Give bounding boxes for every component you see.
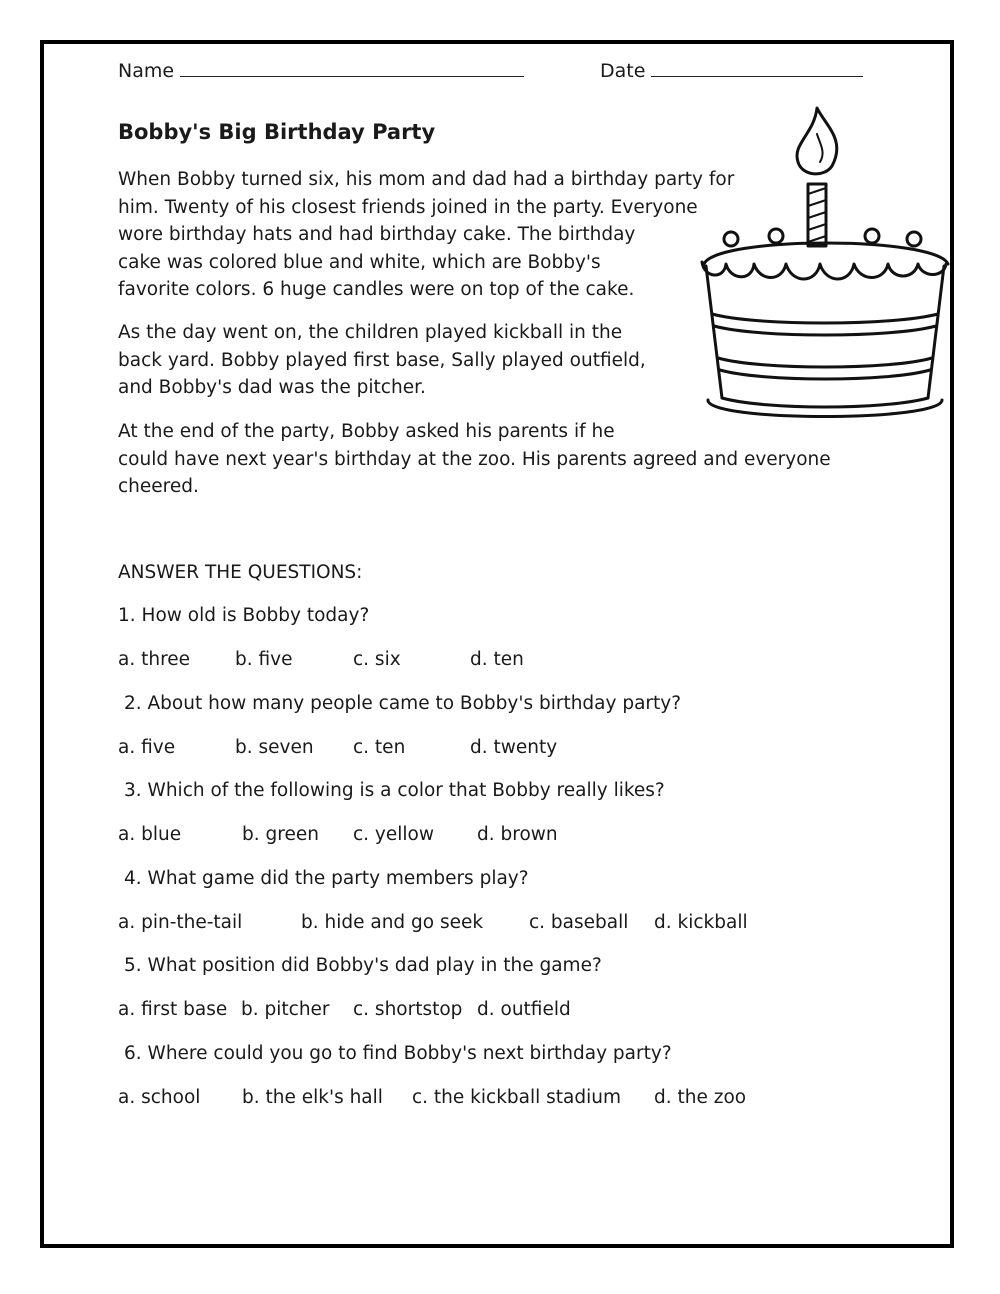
answer-option[interactable]: c. ten [353, 737, 406, 758]
answer-option[interactable]: a. first base [118, 999, 228, 1020]
question-4: 4. What game did the party members play? [124, 868, 529, 889]
answer-option[interactable]: a. blue [118, 824, 182, 845]
text-line: wore birthday hats and had birthday cake. The birthday [118, 224, 636, 245]
answer-option[interactable]: d. the zoo [654, 1087, 747, 1108]
answer-option[interactable]: c. baseball [529, 912, 629, 933]
answer-option[interactable]: c. shortstop [353, 999, 463, 1020]
question-3: 3. Which of the following is a color that Bobby really likes? [124, 780, 665, 801]
answer-option[interactable]: d. ten [470, 649, 524, 670]
questions-heading: ANSWER THE QUESTIONS: [118, 562, 363, 583]
story-paragraph-3 [118, 418, 831, 501]
text-line: At the end of the party, Bobby asked his parents if he [118, 421, 615, 442]
text-line: As the day went on, the children played kickball in the [118, 322, 623, 343]
answer-option[interactable]: b. the elk's hall [242, 1087, 383, 1108]
text-line: cheered. [118, 476, 199, 497]
text-line: him. Twenty of his closest friends joined in the party. Everyone [118, 196, 698, 218]
answer-option[interactable]: c. six [353, 649, 401, 670]
text-line: cake was colored blue and white, which are Bobby's [118, 251, 601, 273]
answer-option[interactable]: b. seven [235, 737, 314, 758]
answer-option[interactable]: d. brown [477, 824, 558, 845]
answer-option[interactable]: a. school [118, 1087, 201, 1108]
name-field[interactable] [118, 60, 524, 82]
story-title: Bobby's Big Birthday Party [118, 120, 436, 144]
question-5: 5. What position did Bobby's dad play in the game? [124, 955, 602, 976]
text-line: back yard. Bobby played first base, Sally played outfield, [118, 349, 646, 371]
question-2: 2. About how many people came to Bobby's birthday party? [124, 693, 682, 714]
date-field[interactable] [600, 60, 863, 82]
name-blank[interactable] [180, 76, 524, 77]
answer-option[interactable]: a. pin-the-tail [118, 912, 243, 933]
answer-option[interactable]: b. green [242, 824, 319, 845]
answer-option[interactable]: d. twenty [470, 737, 558, 758]
date-blank[interactable] [651, 76, 863, 77]
story-paragraph-1 [118, 166, 734, 304]
answer-option[interactable]: c. yellow [353, 824, 434, 845]
name-label: Name [118, 60, 175, 82]
answer-option[interactable]: b. five [235, 649, 293, 670]
answer-option[interactable]: d. outfield [477, 999, 571, 1020]
question-6: 6. Where could you go to find Bobby's next birthday party? [124, 1043, 672, 1064]
text-line: favorite colors. 6 huge candles were on top of the cake. [118, 279, 635, 300]
answer-option[interactable]: c. the kickball stadium [412, 1087, 622, 1108]
question-1: 1. How old is Bobby today? [118, 605, 370, 626]
text-line: could have next year's birthday at the zoo. His parents agreed and everyone [118, 448, 831, 470]
answer-option[interactable]: a. five [118, 737, 176, 758]
birthday-cake-icon [696, 104, 952, 424]
answer-option[interactable]: b. pitcher [241, 999, 330, 1020]
date-label: Date [600, 60, 646, 82]
story-paragraph-2 [118, 319, 646, 402]
text-line: When Bobby turned six, his mom and dad had a birthday party for [118, 169, 735, 190]
text-line: and Bobby's dad was the pitcher. [118, 377, 426, 398]
answer-option[interactable]: b. hide and go seek [301, 912, 484, 933]
answer-option[interactable]: d. kickball [654, 912, 748, 933]
answer-option[interactable]: a. three [118, 649, 191, 670]
